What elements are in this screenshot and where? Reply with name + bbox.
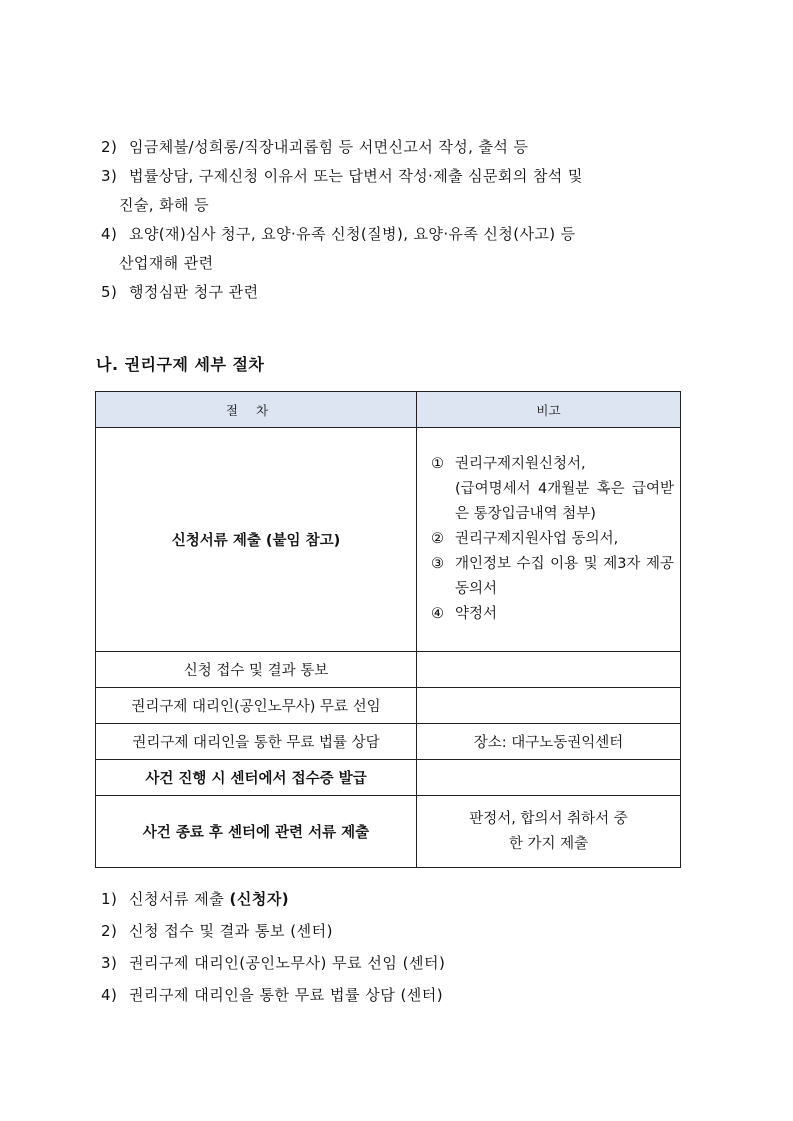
header-procedure: 절차: [96, 392, 417, 428]
procedure-cell: 신청서류 제출 (붙임 참고): [96, 428, 417, 652]
list-item: [101, 947, 691, 979]
document-text: 약정서: [455, 606, 498, 622]
table-row: [96, 428, 681, 652]
list-text-continued: 진술, 화해 등: [119, 196, 209, 214]
list-item: [101, 915, 691, 947]
list-text-continued: 산업재해 관련: [119, 254, 214, 272]
list-number: 2): [101, 138, 118, 156]
list-number: 1): [101, 890, 118, 908]
list-text: 임금체불/성희롱/직장내괴롭힘 등 서면신고서 작성, 출석 등: [129, 138, 529, 156]
table-row: [96, 688, 681, 724]
circled-number: ③: [431, 556, 444, 572]
remarks-cell: [417, 796, 681, 868]
procedure-cell: 사건 진행 시 센터에서 접수증 발급: [96, 760, 417, 796]
document-text: 권리구제지원사업 동의서,: [455, 531, 619, 547]
remarks-cell: [417, 760, 681, 796]
list-text: 신청서류 제출: [129, 890, 230, 908]
table-row: [96, 760, 681, 796]
circled-number: ②: [431, 531, 444, 547]
remarks-cell: 장소: 대구노동권익센터: [417, 724, 681, 760]
required-documents-list: [423, 452, 674, 627]
document-text: 권리구제지원신청서,: [455, 456, 586, 472]
table-row: [96, 652, 681, 688]
list-text: 법률상담, 구제신청 이유서 또는 답변서 작성·제출 심문회의 참석 및: [129, 167, 583, 185]
list-number: 3): [101, 954, 118, 972]
procedure-table: [95, 391, 681, 868]
top-list: [101, 133, 691, 307]
list-text: 행정심판 청구 관련: [129, 283, 259, 301]
bottom-list: [101, 883, 691, 1011]
procedure-cell: 권리구제 대리인을 통한 무료 법률 상담: [96, 724, 417, 760]
list-text: 권리구제 대리인(공인노무사) 무료 선임 (센터): [129, 954, 446, 972]
list-item: [101, 220, 691, 278]
procedure-cell: 신청 접수 및 결과 통보: [96, 652, 417, 688]
procedure-cell: 권리구제 대리인(공인노무사) 무료 선임: [96, 688, 417, 724]
list-text: 신청 접수 및 결과 통보 (센터): [129, 922, 333, 940]
list-number: 2): [101, 922, 118, 940]
list-number: 5): [101, 283, 118, 301]
list-number: 4): [101, 986, 118, 1004]
list-item: [101, 162, 691, 220]
table-header-row: [96, 392, 681, 428]
remarks-cell: [417, 428, 681, 652]
list-number: 3): [101, 167, 118, 185]
list-text: 권리구제 대리인을 통한 무료 법률 상담 (센터): [129, 986, 444, 1004]
list-text: 요양(재)심사 청구, 요양·유족 신청(질병), 요양·유족 신청(사고) 등: [129, 225, 576, 243]
list-item: [101, 883, 691, 915]
document-text: 개인정보 수집 이용 및 제3자 제공 동의서: [455, 556, 674, 597]
list-item: [101, 133, 691, 162]
remarks-text: 판정서, 합의서 취하서 중: [469, 810, 628, 827]
remarks-text-continued: 한 가지 제출: [508, 835, 589, 852]
list-number: 4): [101, 225, 118, 243]
remarks-cell: [417, 652, 681, 688]
list-item: [101, 979, 691, 1011]
procedure-cell: 사건 종료 후 센터에 관련 서류 제출: [96, 796, 417, 868]
document-item: [431, 452, 674, 527]
circled-number: ④: [431, 606, 444, 622]
document-item: [431, 527, 674, 552]
document-item: [431, 602, 674, 627]
remarks-cell: [417, 688, 681, 724]
list-item: [101, 278, 691, 307]
table-row: [96, 796, 681, 868]
list-text-emphasis: (신청자): [229, 890, 290, 908]
table-row: [96, 724, 681, 760]
document-text-continued: (급여명세서 4개월분 혹은 급여받은 통장입금내역 첨부): [455, 481, 674, 522]
header-remarks: 비고: [417, 392, 681, 428]
circled-number: ①: [431, 456, 444, 472]
section-title: 나. 권리구제 세부 절차: [96, 355, 265, 374]
document-item: [431, 552, 674, 602]
